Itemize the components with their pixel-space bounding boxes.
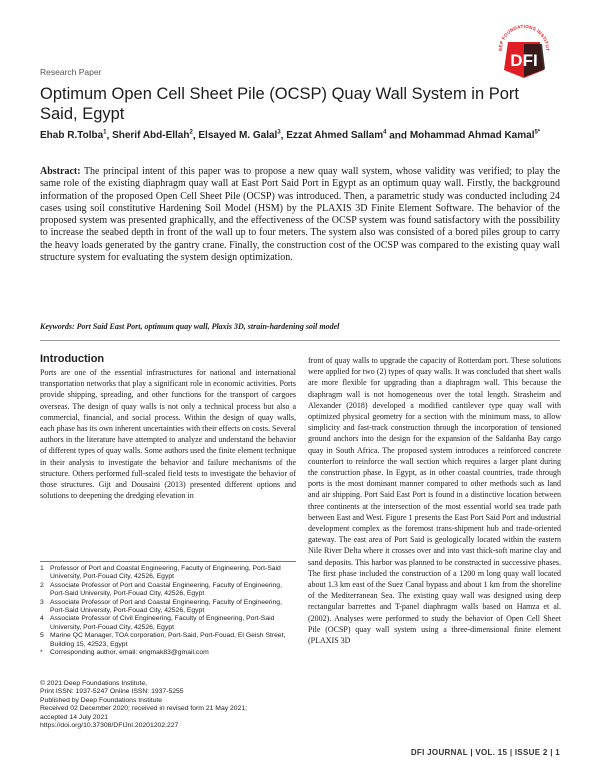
page-footer: DFI JOURNAL | VOL. 15 | ISSUE 2 | 1 bbox=[410, 748, 560, 757]
divider bbox=[40, 340, 560, 341]
author: Ezzat Ahmed Sallam$^4$ bbox=[286, 130, 387, 142]
publication-info bbox=[40, 680, 296, 730]
received-line: Received 02 December 2020; received in revised form 21 May 2021; bbox=[40, 705, 248, 713]
doi-link[interactable]: https://doi.org/10.37308/DFIJnl.20201202.227 bbox=[40, 722, 179, 730]
body-text-left-column: Ports are one of the essential infrastructures for national and international transportation networks that play a significant role in economic activities. Ports provide shipping, spreading, and other functions for the transport of cargoes overseas. The design of quay walls is not only a technical process but also a commercial, financial, and social process. Within the design of quay walls, each phase has its own inherent uncertainties with their effects on costs. Several authors in the literature have attempted to analyze and understand the behavior of different types of quay walls. Some authors used the finite element technique in their analysis to investigate the behavior and failure mechanisms of the structure. Others performed full-scaled field tests to investigate the behavior of those structures. Gijt and Dousaini (2013) presented different options and solutions to deepening the dredging elevation in bbox=[40, 368, 296, 501]
author: Elsayed M. Galal$^3$ bbox=[198, 130, 281, 142]
footnote: 5 Marine QC Manager, TOA corporation, Port-Said, Port-Fouad, El Geish Street, Building 15, 42523, Egypt bbox=[40, 632, 286, 648]
footnote-corresponding-author: * Corresponding author, email: engmak83@gmail.com bbox=[40, 649, 209, 657]
abstract bbox=[40, 166, 560, 264]
footnote: 2 Associate Professor of Port and Coastal Engineering, Faculty of Engineering, Port-Said University, Port-Fouad City, 42526, Egypt bbox=[40, 581, 282, 598]
logo-letters: DFI bbox=[510, 51, 538, 70]
publisher-line: Published by Deep Foundations Institute bbox=[40, 696, 163, 704]
page-number: 1 bbox=[555, 748, 560, 757]
body-text-right-column: front of quay walls to upgrade the capacity of Rotterdam port. These solutions were applied for two (2) types of quay walls. It was concluded that sheet walls are more flexible for upgrading than a diaphragm wall. This because the diaphragm wall is not homogeneous over the total length. Strasheim and Alexander (2018) developed a modified cantilever type quay wall with optimized physical geometry for a section with the minimum mass, to allow simplicity and fast-track construction through the incorporation of tensioned ground anchors into the design for the expansion of the Saldanha Bay cargo quay in South Africa. The proposed system introduces a reinforced concrete counterfort to reinforce the wall section which requires a larger plant during the construction phase. In Egypt, as in other coastal countries, trade through ports is the most dominant manner compared to other methods such as land and air shipping. Port Said East Port is found in a distinctive location between three continents at the intersection of the most essential world sea trade path between East and West. Figure 1 presents the East Port Said Port and industrial development complex as the foremost trans-shipment hub and trade-oriented gateway. The east area of Port Said is geologically located within the eastern Nile River Delta where it crosses over and into vast thick-soft marine clay and sand deposits. This harbor was planned to be constructed in successive phases. The first phase included the construction of a 1200 m long quay wall located about 1.3 km east of the Suez Canal bypass and about 1 km from the shoreline of the Mediterranean Sea. The existing quay wall was designed using deep rectangular barrettes and T-panel diaphragm walls based on Hamza et al. (2002). Analyses were performed to study the behavior of Open Cell Sheet Pile (OCSP) quay wall system using a three-dimensional finite element (PLAXIS 3D bbox=[308, 356, 561, 646]
footnote: 1 Professor of Port and Coastal Engineering, Faculty of Engineering, Port-Said University, Port-Fouad City, 42526, Egypt bbox=[40, 565, 281, 581]
author: Sherif Abd-Ellah$^2$ bbox=[112, 130, 193, 142]
footnote: 3 Associate Professor of Port and Coastal Engineering, Faculty of Engineering, Port-Said University, Port-Fouad City, 42526, Egypt bbox=[40, 598, 282, 615]
footnote-divider bbox=[40, 561, 296, 562]
logo-mark bbox=[504, 42, 545, 78]
copyright-line: © 2021 Deep Foundations Institute, bbox=[40, 680, 148, 687]
author: Ehab R.Tolba$^1$ bbox=[40, 130, 107, 142]
accepted-line: accepted 14 July 2021 bbox=[40, 713, 109, 721]
section-heading-introduction: Introduction bbox=[40, 353, 105, 365]
footnote: 4 Associate Professor of Civil Engineering, Faculty of Engineering, Port-Said University, Port-Fouad City, 42526, Egypt bbox=[40, 615, 275, 631]
abstract-label: Abstract: bbox=[40, 166, 81, 177]
volume: VOL. 15 bbox=[475, 748, 508, 757]
abstract-text: The principal intent of this paper was to propose a new quay wall system, whose validity was verified; to play the same role of the existing diaphragm quay wall at East Port Said Port in Egypt as an optimum quay wall. Firstly, the background information of the proposed Open Cell Sheet Pile (OCSP) was introduced. Then, a parametric study was conducted including 24 cases using soil constitutive Hardening Soil Model (HSM) by the PLAXIS 3D Finite Element Software. The behavior of the proposed system was presented graphically, and the effectiveness of the OCSP system was found satisfactory with the possibility to increase the seabed depth in front of the wall up to four meters. The system also was consisted of a bored piles group to carry the heavy loads generated by the gantry crane. Finally, the construction cost of the OCSP was compared to the existing quay wall structure system for evaluating the system design optimization. bbox=[40, 166, 561, 264]
dfi-logo bbox=[494, 8, 554, 80]
author-list: Ehab R.Tolba$^1$, Sherif Abd-Ellah$^2$, Elsayed M. Galal$^3$, Ezzat Ahmed Sallam$^4$ and Mohammad Ahmad Kamal$^{5*}$ bbox=[40, 130, 541, 142]
keywords: Keywords: Port Said East Port, optimum quay wall, Plaxis 3D, strain-hardening soil model bbox=[40, 322, 340, 331]
paper-type: Research Paper bbox=[40, 67, 102, 77]
paper-title: Optimum Open Cell Sheet Pile (OCSP) Quay Wall System in Port Said, Egypt bbox=[40, 85, 519, 123]
logo-arc-text: EEP FOUNDATIONS INSTITUT bbox=[497, 23, 551, 52]
footnotes bbox=[40, 565, 296, 657]
issue: ISSUE 2 bbox=[514, 748, 548, 757]
author: Mohammad Ahmad Kamal$^{5*}$ bbox=[409, 130, 541, 142]
journal-name: DFI JOURNAL bbox=[410, 748, 468, 757]
issn-line: Print ISSN: 1937-5247 Online ISSN: 1937-5255 bbox=[40, 688, 184, 696]
